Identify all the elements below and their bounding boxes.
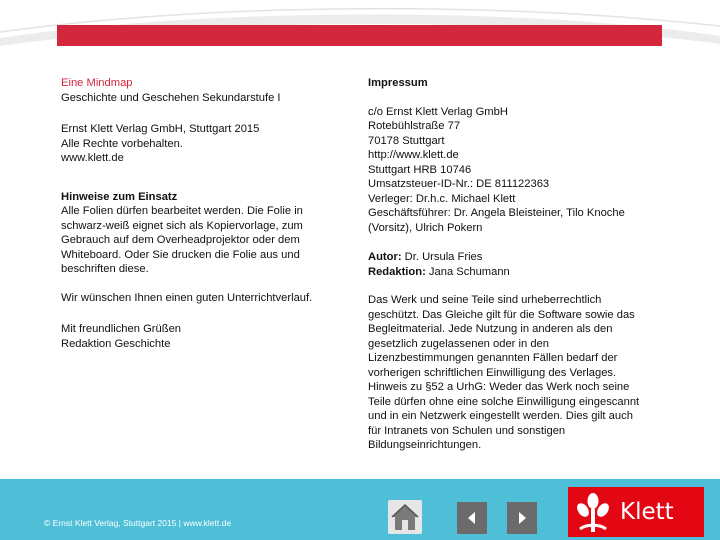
greeting-line: Mit freundlichen Grüßen [61,323,182,335]
address-line: Verleger: Dr.h.c. Michael Klett [368,192,516,205]
copyright-line: geschützt. Das Gleiche gilt für die Software sowie das [368,308,635,321]
hints-heading: Hinweise zum Einsatz [61,190,178,203]
home-button[interactable] [388,500,422,534]
publisher-line: Ernst Klett Verlag GmbH, Stuttgart 2015 [61,123,260,135]
hints-line: Whiteboard. Oder Sie drucken die Folie aus und [61,248,300,261]
copyright-line: für Intranets von Schulen und sonstigen [368,424,566,437]
hints-line: beschriften diese. [61,263,149,275]
hints-line: Alle Folien dürfen bearbeitet werden. Die Folie in [61,205,303,217]
document-title: Eine Mindmap [61,77,133,89]
header-red-bar [57,25,662,46]
arrow-right-icon [514,510,530,526]
author-label: Autor: [368,251,402,263]
author-line [368,250,668,265]
address-line: (Vorsitz), Ulrich Pokern [368,221,483,234]
hints-line: schwarz-weiß eignet sich als Kopiervorlage, zum [61,219,303,232]
address-line: Rotebühlstraße 77 [368,120,461,132]
copyright-line: Lizenzbestimmungen genannten Fällen bedarf der [368,352,618,364]
author-value: Dr. Ursula Fries [404,251,483,263]
home-icon [388,500,422,534]
greeting-line: Redaktion Geschichte [61,337,171,350]
next-slide-button[interactable] [507,502,537,534]
website-link[interactable]: http://www.klett.de [368,149,459,161]
hints-line: Gebrauch auf dem Overheadprojektor oder dem [61,234,300,246]
address-block [368,105,668,236]
copyright-line: und in ein Netzwerk eingestellt werden. Dies gilt auch [368,410,633,422]
publisher-line: Alle Rechte vorbehalten. [61,137,183,150]
copyright-notice [368,293,668,453]
impressum-column [368,76,668,453]
editor-value: Jana Schumann [428,265,510,278]
address-line: Umsatzsteuer-ID-Nr.: DE 811122363 [368,178,550,190]
klett-flower-logo [572,491,614,535]
editor-label: Redaktion: [368,265,426,278]
copyright-line: gesetzlich zugelassenen oder in den [368,337,549,350]
publisher-block [61,122,341,166]
footer-bar [0,479,720,540]
copyright-line: Teile dürfen ohne eine solche Einwilligung eingescannt [368,395,640,408]
copyright-line: Hinweis zu §52 a UrhG: Weder das Werk noch seine [368,381,630,393]
arrow-left-icon [464,510,480,526]
copyright-line: Begleitmaterial. Jede Nutzung in anderen als den [368,323,613,335]
klett-logo-text: Klett [620,499,674,525]
address-line: Geschäftsführer: Dr. Angela Bleisteiner, Tilo Knoche [368,207,625,219]
address-line: c/o Ernst Klett Verlag GmbH [368,105,508,118]
document-subtitle: Geschichte und Geschehen Sekundarstufe I [61,91,281,104]
copyright-line: vorherigen schriftlichen Einwilligung des Verlages. [368,366,617,379]
copyright-line: Das Werk und seine Teile sind urheberrechtlich [368,294,602,306]
klett-logo [568,487,704,537]
footer-copyright: © Ernst Klett Verlag, Stuttgart 2015 | www.klett.de [44,518,232,528]
hints-text [61,204,341,277]
wishes-text: Wir wünschen Ihnen einen guten Unterrichtverlauf. [61,291,313,304]
credits-block [368,250,668,279]
editor-line [368,265,668,280]
previous-slide-button[interactable] [457,502,487,534]
copyright-line: Bildungseinrichtungen. [368,439,482,451]
address-line: 70178 Stuttgart [368,134,445,147]
greeting-block [61,322,341,351]
impressum-heading: Impressum [368,77,428,89]
publisher-line: www.klett.de [61,152,124,164]
info-column [61,76,341,351]
address-line: Stuttgart HRB 10746 [368,163,472,176]
